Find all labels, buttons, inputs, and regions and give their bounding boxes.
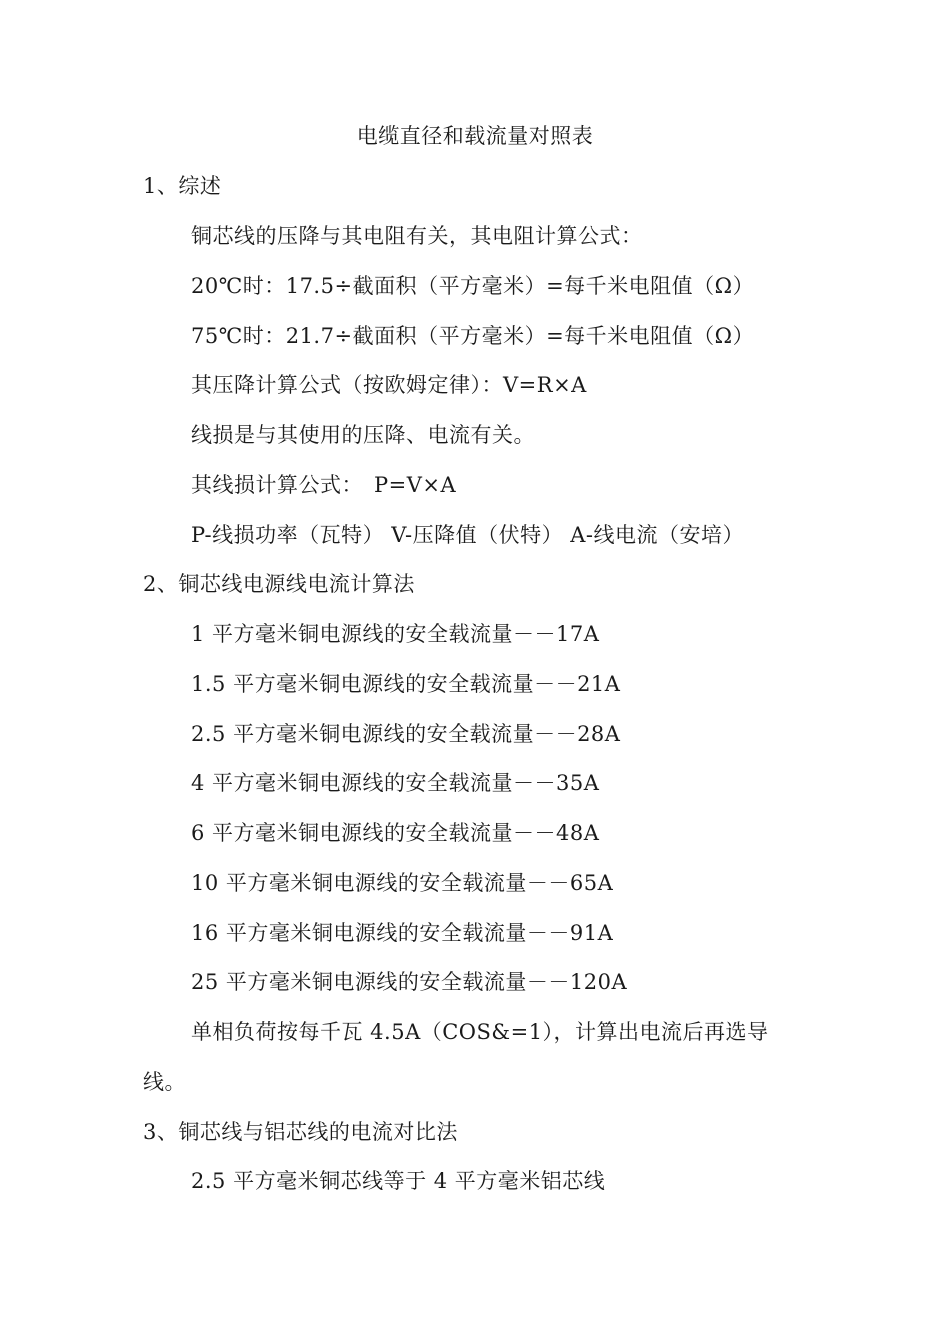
section-2-line: 1 平方毫米铜电源线的安全载流量－－17A: [191, 622, 600, 646]
section-1-heading: 1、综述: [143, 174, 222, 198]
section-2-line: 2.5 平方毫米铜电源线的安全载流量－－28A: [191, 722, 621, 746]
section-3-heading: 3、铜芯线与铝芯线的电流对比法: [143, 1120, 458, 1144]
section-1-line: 线损是与其使用的压降、电流有关。: [191, 423, 535, 447]
section-2-line: 4 平方毫米铜电源线的安全载流量－－35A: [191, 771, 600, 795]
section-1-line: P-线损功率（瓦特） V-压降值（伏特） A-线电流（安培）: [191, 523, 745, 547]
section-2-note: 单相负荷按每千瓦 4.5A（COS&=1），计算出电流后再选导: [191, 1020, 769, 1044]
section-2-line: 16 平方毫米铜电源线的安全载流量－－91A: [191, 921, 614, 945]
section-1-line: 其线损计算公式： P=V×A: [191, 473, 457, 497]
section-2-line: 6 平方毫米铜电源线的安全载流量－－48A: [191, 821, 600, 845]
section-1-line: 其压降计算公式（按欧姆定律）：V=R×A: [191, 373, 587, 397]
section-2-note-continued: 线。: [143, 1070, 186, 1094]
document-title: 电缆直径和载流量对照表: [356, 124, 594, 148]
section-1-line: 75℃时：21.7÷截面积（平方毫米）=每千米电阻值（Ω）: [191, 324, 755, 348]
section-2-line: 10 平方毫米铜电源线的安全载流量－－65A: [191, 871, 614, 895]
section-1-line: 20℃时：17.5÷截面积（平方毫米）=每千米电阻值（Ω）: [191, 274, 755, 298]
section-3-line: 2.5 平方毫米铜芯线等于 4 平方毫米铝芯线: [191, 1169, 606, 1193]
section-2-line: 1.5 平方毫米铜电源线的安全载流量－－21A: [191, 672, 621, 696]
section-2-heading: 2、铜芯线电源线电流计算法: [143, 572, 415, 596]
section-2-line: 25 平方毫米铜电源线的安全载流量－－120A: [191, 970, 628, 994]
section-1-line: 铜芯线的压降与其电阻有关，其电阻计算公式：: [191, 224, 643, 248]
